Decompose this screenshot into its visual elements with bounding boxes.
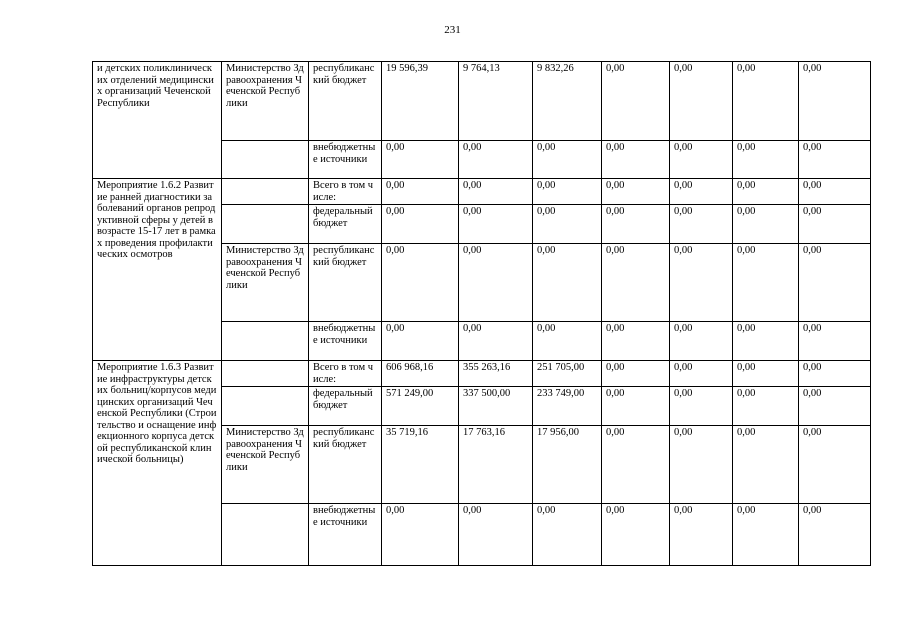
value-cell: 0,00 [382,205,459,244]
value-cell: 0,00 [459,141,533,179]
measure-name-cell: Мероприятие 1.6.3 Развитие инфраструктуры детских больниц/корпусов медицинских организаций Чеченской Республики (Строительство и оснащение инфекционного корпуса детской республиканской клинической больницы) [93,361,222,566]
value-cell: 606 968,16 [382,361,459,387]
funding-source-cell: республиканский бюджет [309,244,382,322]
table-row [93,361,871,387]
page-number: 231 [444,24,461,36]
value-cell: 0,00 [670,387,733,426]
value-cell: 0,00 [533,504,602,566]
funding-source-cell: Всего в том числе: [309,179,382,205]
value-cell: 0,00 [799,141,871,179]
value-cell: 0,00 [670,244,733,322]
value-cell: 0,00 [602,179,670,205]
measure-name-cell: Мероприятие 1.6.2 Развитие ранней диагностики заболеваний органов репродуктивной сферы у детей в возрасте 15-17 лет в рамках проведения профилактических осмотров [93,179,222,361]
value-cell: 0,00 [602,205,670,244]
executor-cell: Министерство Здравоохранения Чеченской Республики [222,244,309,322]
value-cell: 0,00 [670,426,733,504]
value-cell: 0,00 [670,62,733,141]
value-cell: 0,00 [533,179,602,205]
value-cell: 0,00 [733,426,799,504]
value-cell: 0,00 [799,179,871,205]
value-cell: 0,00 [533,205,602,244]
executor-cell: Министерство Здравоохранения Чеченской Республики [222,62,309,141]
value-cell: 337 500,00 [459,387,533,426]
executor-cell [222,141,309,179]
value-cell: 0,00 [533,141,602,179]
value-cell: 0,00 [382,179,459,205]
value-cell: 355 263,16 [459,361,533,387]
value-cell: 0,00 [799,205,871,244]
value-cell: 0,00 [670,141,733,179]
value-cell: 0,00 [733,322,799,361]
budget-table [92,61,871,566]
value-cell: 0,00 [459,244,533,322]
value-cell: 0,00 [799,504,871,566]
value-cell: 0,00 [459,205,533,244]
value-cell: 0,00 [459,504,533,566]
value-cell: 0,00 [670,361,733,387]
value-cell: 0,00 [602,387,670,426]
value-cell: 0,00 [602,426,670,504]
value-cell: 0,00 [733,141,799,179]
value-cell: 0,00 [733,62,799,141]
funding-source-cell: федеральный бюджет [309,387,382,426]
value-cell: 0,00 [602,62,670,141]
executor-cell [222,322,309,361]
executor-cell [222,205,309,244]
value-cell: 0,00 [459,179,533,205]
value-cell: 0,00 [382,504,459,566]
value-cell: 0,00 [382,244,459,322]
funding-source-cell: республиканский бюджет [309,62,382,141]
value-cell: 17 763,16 [459,426,533,504]
value-cell: 0,00 [382,322,459,361]
funding-source-cell: республиканский бюджет [309,426,382,504]
table-row [93,62,871,141]
value-cell: 0,00 [670,179,733,205]
value-cell: 0,00 [733,361,799,387]
value-cell: 0,00 [799,387,871,426]
value-cell: 9 764,13 [459,62,533,141]
funding-source-cell: внебюджетные источники [309,141,382,179]
value-cell: 233 749,00 [533,387,602,426]
funding-source-cell: внебюджетные источники [309,322,382,361]
value-cell: 0,00 [670,504,733,566]
executor-cell: Министерство Здравоохранения Чеченской Республики [222,426,309,504]
value-cell: 0,00 [533,322,602,361]
value-cell: 0,00 [533,244,602,322]
value-cell: 0,00 [799,62,871,141]
value-cell: 251 705,00 [533,361,602,387]
value-cell: 0,00 [733,387,799,426]
value-cell: 0,00 [733,179,799,205]
executor-cell [222,387,309,426]
value-cell: 0,00 [733,504,799,566]
value-cell: 0,00 [382,141,459,179]
funding-source-cell: внебюджетные источники [309,504,382,566]
value-cell: 0,00 [733,205,799,244]
table-row [93,179,871,205]
value-cell: 17 956,00 [533,426,602,504]
measure-name-cell: и детских поликлинических отделений медицинских организаций Чеченской Республики [93,62,222,179]
value-cell: 0,00 [670,322,733,361]
executor-cell [222,504,309,566]
value-cell: 0,00 [602,244,670,322]
value-cell: 571 249,00 [382,387,459,426]
value-cell: 0,00 [799,244,871,322]
value-cell: 0,00 [799,361,871,387]
funding-source-cell: федеральный бюджет [309,205,382,244]
value-cell: 0,00 [670,205,733,244]
value-cell: 0,00 [733,244,799,322]
value-cell: 19 596,39 [382,62,459,141]
executor-cell [222,361,309,387]
executor-cell [222,179,309,205]
value-cell: 0,00 [459,322,533,361]
value-cell: 0,00 [602,322,670,361]
funding-source-cell: Всего в том числе: [309,361,382,387]
value-cell: 0,00 [799,322,871,361]
value-cell: 0,00 [602,504,670,566]
value-cell: 35 719,16 [382,426,459,504]
value-cell: 9 832,26 [533,62,602,141]
value-cell: 0,00 [602,361,670,387]
value-cell: 0,00 [799,426,871,504]
value-cell: 0,00 [602,141,670,179]
